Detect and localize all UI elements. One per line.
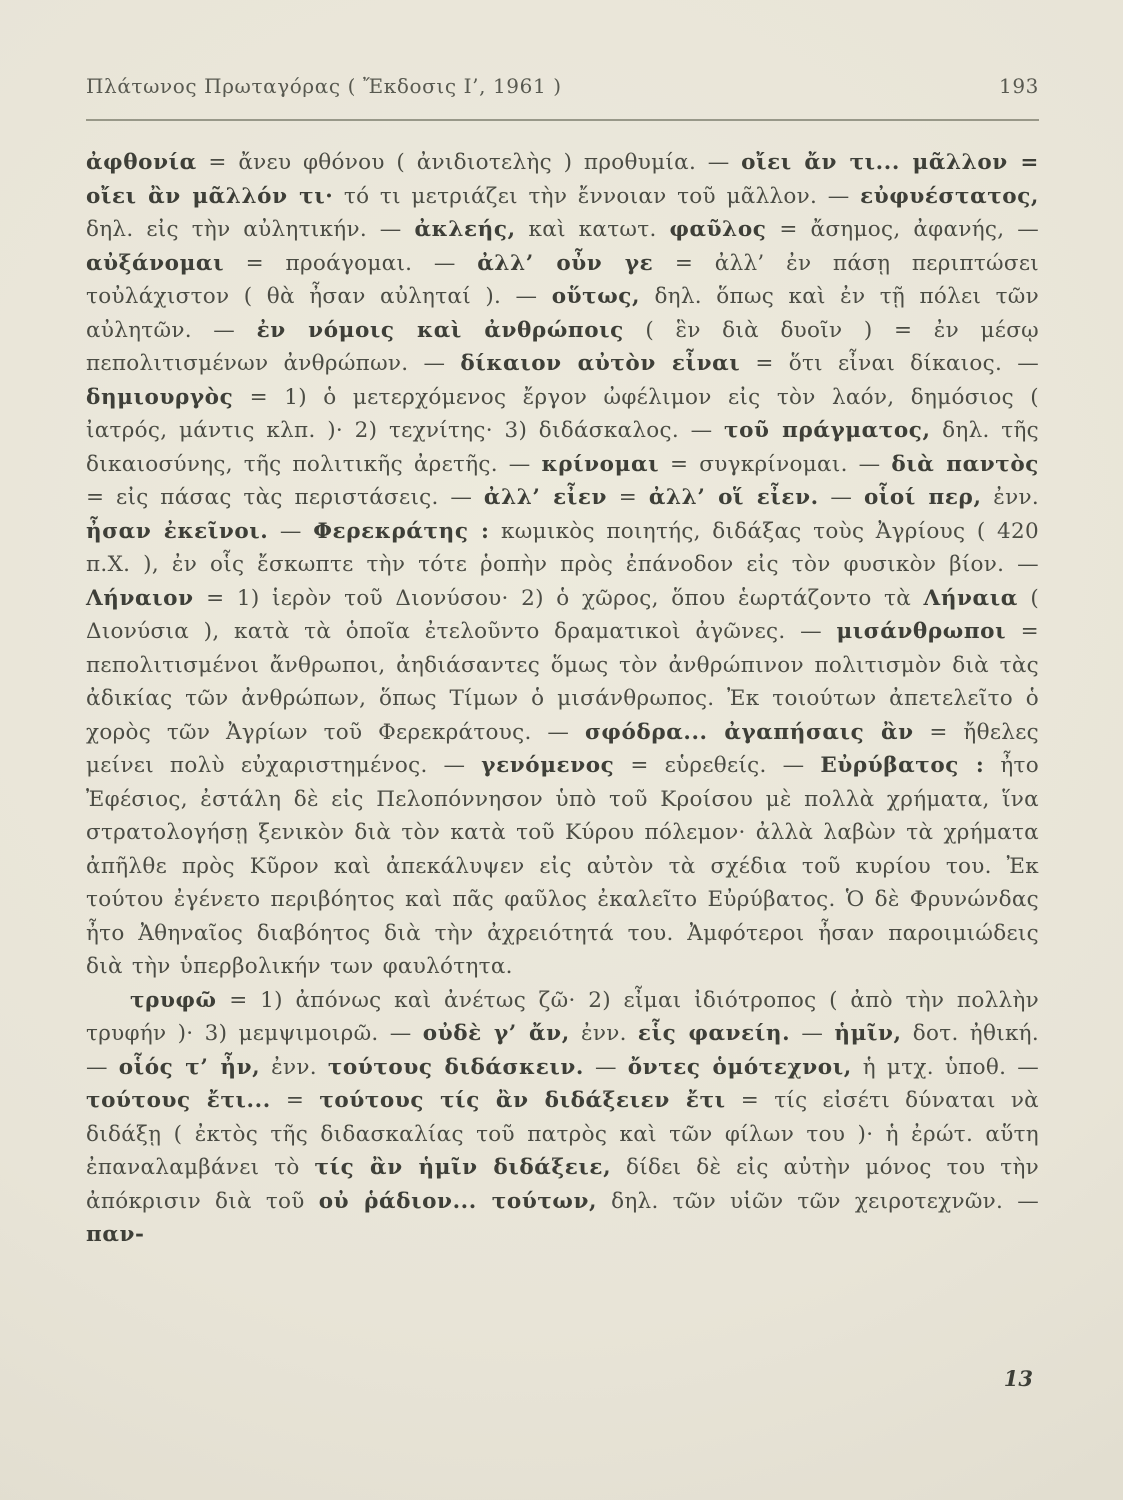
lemma-text: οὕτως, bbox=[551, 284, 641, 309]
lemma-text: Εὐρύβατος : bbox=[820, 753, 985, 778]
lemma-text: Λήναια bbox=[923, 585, 1018, 611]
lemma-text: ἦσαν ἐκεῖνοι. bbox=[86, 518, 269, 544]
lemma-text: Φερεκράτης : bbox=[313, 518, 490, 544]
lemma-text: ἀφθονία bbox=[86, 150, 197, 175]
lemma-text: τούτους ἔτι... bbox=[86, 1088, 271, 1113]
lemma-text: οὐ ῥάδιον... τούτων, bbox=[318, 1188, 598, 1214]
lemma-text: τούτους τίς ἂν διδάξειεν ἔτι bbox=[319, 1088, 726, 1113]
gloss-text: ἐνν. bbox=[260, 1054, 328, 1080]
gloss-text: ( Διονύσια ), κατὰ τὰ ὁποῖα ἐτελοῦντο δραματικοὶ ἀγῶνες. — bbox=[86, 585, 1040, 644]
lemma-text: φαῦλος bbox=[669, 217, 767, 242]
paragraph bbox=[86, 984, 1039, 1252]
signature-number: 13 bbox=[1003, 1366, 1033, 1391]
lemma-text: οἴει ἄν τι... μᾶλλον = οἴει ἂν μᾶλλόν τι· bbox=[86, 150, 1039, 209]
gloss-text: = ἀλλ’ ἐν πάσῃ περιπτώσει τοὐλάχιστον ( θὰ ἦσαν αὐληταί ). — bbox=[86, 250, 1040, 309]
page-body bbox=[86, 146, 1039, 1252]
page-footer bbox=[1004, 1366, 1033, 1391]
gloss-text: = ὅτι εἶναι δίκαιος. — bbox=[740, 351, 1039, 376]
gloss-text: = ἄνευ φθόνου ( ἀνιδιοτελὴς ) προθυμία. — bbox=[196, 150, 742, 175]
gloss-text: = προάγομαι. — bbox=[224, 250, 478, 276]
lemma-text: εὐφυέστατος, bbox=[860, 183, 1039, 209]
gloss-text: = συγκρίνομαι. — bbox=[659, 451, 892, 477]
gloss-text: ( ἓν διὰ δυοῖν ) = ἐν μέσῳ πεπολιτισμένων ἀνθρώπων. — bbox=[86, 317, 1040, 376]
gloss-text: — bbox=[790, 1021, 835, 1046]
lemma-text: ἡμῖν, bbox=[834, 1021, 902, 1046]
lemma-text: ἀλλ’ οἵ εἶεν. bbox=[648, 485, 819, 510]
gloss-text: — bbox=[268, 518, 314, 544]
lemma-text: ἀκλεής, bbox=[414, 217, 516, 242]
lemma-text: τοῦ πράγματος, bbox=[724, 418, 931, 443]
gloss-text: δίδει δὲ εἰς αὐτὴν μόνος του τὴν ἀπόκρισιν διὰ τοῦ bbox=[86, 1155, 1039, 1214]
gloss-text: = bbox=[270, 1088, 320, 1113]
header-rule bbox=[86, 119, 1039, 121]
lemma-text: κρίνομαι bbox=[541, 451, 660, 477]
gloss-text: = εὑρεθείς. — bbox=[614, 753, 821, 778]
lemma-text: παν- bbox=[86, 1222, 145, 1247]
lemma-text: ἀλλ’ εἶεν bbox=[483, 485, 608, 510]
lemma-text: οὐδὲ γ’ ἄν, bbox=[422, 1021, 570, 1046]
lemma-text: εἷς φανείη. bbox=[637, 1021, 791, 1046]
gloss-text: ἐνν. bbox=[569, 1021, 638, 1046]
lemma-text: αὐξάνομαι bbox=[86, 250, 225, 276]
gloss-text: ἐνν. bbox=[981, 485, 1039, 510]
gloss-text: δοτ. ἠθική. — bbox=[86, 1021, 1040, 1080]
lemma-text: ἀλλ’ οὖν γε bbox=[477, 250, 654, 276]
lemma-text: ὄντες ὁμότεχνοι, bbox=[627, 1054, 852, 1080]
gloss-text: καὶ κατωτ. bbox=[515, 217, 670, 242]
gloss-text: κωμικὸς ποιητής, διδάξας τοὺς Ἀγρίους ( 420 π.Χ. ), ἐν οἷς ἔσκωπτε τὴν τότε ῥοπὴν πρὸς ἐπάνοδον εἰς τὸν φυσικὸν βίον. — bbox=[86, 518, 1039, 577]
lemma-text: δημιουργὸς bbox=[86, 384, 234, 410]
lemma-text: Λήναιον bbox=[86, 585, 194, 611]
running-title: Πλάτωνος Πρωταγόρας ( Ἔκδοσις Ι’, 1961 ) bbox=[86, 74, 562, 98]
lemma-text: διὰ παντὸς bbox=[891, 451, 1039, 477]
lemma-text: γενόμενος bbox=[481, 753, 615, 778]
lemma-text: ἐν νόμοις καὶ ἀνθρώποις bbox=[256, 317, 624, 343]
paragraph bbox=[86, 146, 1039, 984]
page-header bbox=[86, 74, 1039, 98]
lemma-text: τίς ἂν ἡμῖν διδάξειε, bbox=[314, 1155, 612, 1180]
gloss-text: = ἄσημος, ἀφανής, — bbox=[766, 217, 1040, 242]
gloss-text: τό τι μετριάζει τὴν ἔννοιαν τοῦ μᾶλλον. — bbox=[333, 183, 861, 209]
gloss-text: = ἤθελες μείνει πολὺ εὐχαριστημένος. — bbox=[86, 719, 1039, 778]
gloss-text: = 1) ὁ μετερχόμενος ἔργον ὠφέλιμον εἰς τὸν λαόν, δημόσιος ( ἰατρός, μάντις κλπ. )· 2) τεχνίτης· 3) διδάσκαλος. — bbox=[86, 384, 1039, 443]
lemma-text: τούτους διδάσκειν. bbox=[327, 1054, 584, 1080]
lemma-text: τρυφῶ bbox=[130, 987, 217, 1013]
gloss-text: δηλ. τῆς δικαιοσύνης, τῆς πολιτικῆς ἀρετῆς. — bbox=[86, 418, 1039, 477]
page-number: 193 bbox=[999, 74, 1039, 98]
gloss-text: = τίς εἰσέτι δύναται νὰ διδάξῃ ( ἐκτὸς τῆς διδασκαλίας τοῦ πατρὸς καὶ τῶν φίλων του )· ἡ ἐρώτ. αὕτη ἐπαναλαμβάνει τὸ bbox=[86, 1088, 1040, 1180]
lemma-text: δίκαιον αὐτὸν εἶναι bbox=[460, 351, 741, 376]
gloss-text: δηλ. τῶν υἱῶν τῶν χειροτεχνῶν. — bbox=[597, 1188, 1039, 1214]
gloss-text: — bbox=[583, 1054, 628, 1080]
gloss-text: = 1) ἱερὸν τοῦ Διονύσου· 2) ὁ χῶρος, ὅπου ἑωρτάζοντο τὰ bbox=[193, 585, 924, 611]
gloss-text: = 1) ἀπόνως καὶ ἀνέτως ζῶ· 2) εἶμαι ἰδιότροπος ( ἀπὸ τὴν πολλὴν τρυφήν )· 3) μεμψιμοιρῶ. — bbox=[86, 987, 1039, 1046]
gloss-text: = bbox=[607, 485, 649, 510]
lemma-text: οἷοί περ, bbox=[863, 485, 982, 510]
gloss-text: ἦτο Ἐφέσιος, ἐστάλη δὲ εἰς Πελοπόννησον ὑπὸ τοῦ Κροίσου μὲ πολλὰ χρήματα, ἵνα στρατολογήσῃ ξενικὸν διὰ τὸν κατὰ τοῦ Κύρου πόλεμον· ἀλλὰ λαβὼν τὰ χρήματα ἀπῆλθε πρὸς Κῦρον καὶ ἀπεκάλυψεν εἰς αὐτὸν τὰ σχέδια τοῦ κυρίου του. Ἐκ τούτου ἐγένετο περιβόητος καὶ πᾶς φαῦλος ἐκαλεῖτο Εὐρύβατος. Ὁ δὲ Φρυνώνδας ἦτο Ἀθηναῖος διαβόητος διὰ τὴν ἀχρειότητά του. Ἀμφότεροι ἦσαν παροιμιώδεις διὰ τὴν ὑπερβολικήν των φαυλότητα. bbox=[86, 753, 1039, 979]
gloss-text: δηλ. εἰς τὴν αὐλητικήν. — bbox=[86, 217, 415, 242]
gloss-text: — bbox=[818, 485, 864, 510]
gloss-text: = εἰς πάσας τὰς περιστάσεις. — bbox=[86, 485, 484, 510]
lemma-text: μισάνθρωποι bbox=[836, 619, 1007, 644]
lemma-text: σφόδρα... ἀγαπήσαις ἂν bbox=[584, 719, 914, 745]
gloss-text: δηλ. ὅπως καὶ ἐν τῇ πόλει τῶν αὐλητῶν. — bbox=[86, 284, 1039, 343]
gloss-text: = πεπολιτισμένοι ἄνθρωποι, ἀηδιάσαντες ὅμως τὸν ἀνθρώπινον πολιτισμὸν διὰ τὰς ἀδικίας τῶν ἀνθρώπων, ὅπως Τίμων ὁ μισάνθρωπος. Ἐκ τοιούτων ἀπετελεῖτο ὁ χορὸς τῶν Ἀγρίων τοῦ Φερεκράτους. — bbox=[86, 619, 1039, 745]
gloss-text: ἡ μτχ. ὑποθ. — bbox=[851, 1054, 1040, 1080]
lemma-text: οἷός τ’ ἦν, bbox=[118, 1054, 261, 1080]
